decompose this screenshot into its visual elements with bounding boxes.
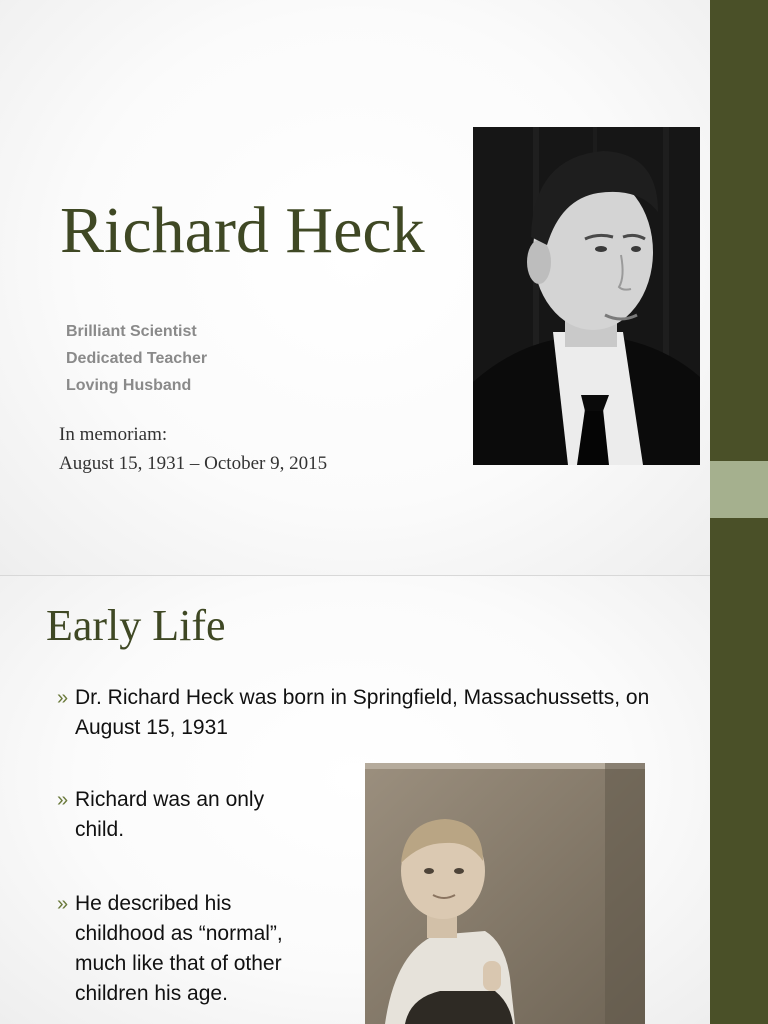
early-life-heading: Early Life xyxy=(46,601,226,650)
bullet-text: He described his childhood as “normal”, much like that of other children his age. xyxy=(75,892,283,1005)
memoriam-label: In memoriam: xyxy=(59,424,168,445)
bullet-item xyxy=(57,889,320,1009)
subtitle-item: Dedicated Teacher xyxy=(66,350,208,367)
bullet-chevron-icon: » xyxy=(57,893,69,915)
bullet-item xyxy=(57,785,315,845)
bullet-text: Dr. Richard Heck was born in Springfield, Massachussetts, on August 15, 1931 xyxy=(75,686,650,739)
slide-title-text: Richard Heck xyxy=(60,194,425,267)
subtitle-item: Loving Husband xyxy=(66,377,192,394)
baby-illustration xyxy=(365,763,645,1024)
portrait-illustration xyxy=(473,127,700,465)
bullet-text: Richard was an only child. xyxy=(75,788,265,841)
baby-photo xyxy=(365,763,645,1024)
slide-early-life xyxy=(0,576,710,1024)
bullet-chevron-icon: » xyxy=(57,687,69,709)
memoriam xyxy=(59,420,327,478)
subtitle-list xyxy=(66,318,207,399)
bullet-chevron-icon: » xyxy=(57,789,69,811)
portrait-photo xyxy=(473,127,700,465)
sidebar-accent xyxy=(710,461,768,518)
memoriam-dates: August 15, 1931 – October 9, 2015 xyxy=(59,453,328,474)
bullet-item xyxy=(57,683,695,743)
subtitle-item: Brilliant Scientist xyxy=(66,323,197,340)
